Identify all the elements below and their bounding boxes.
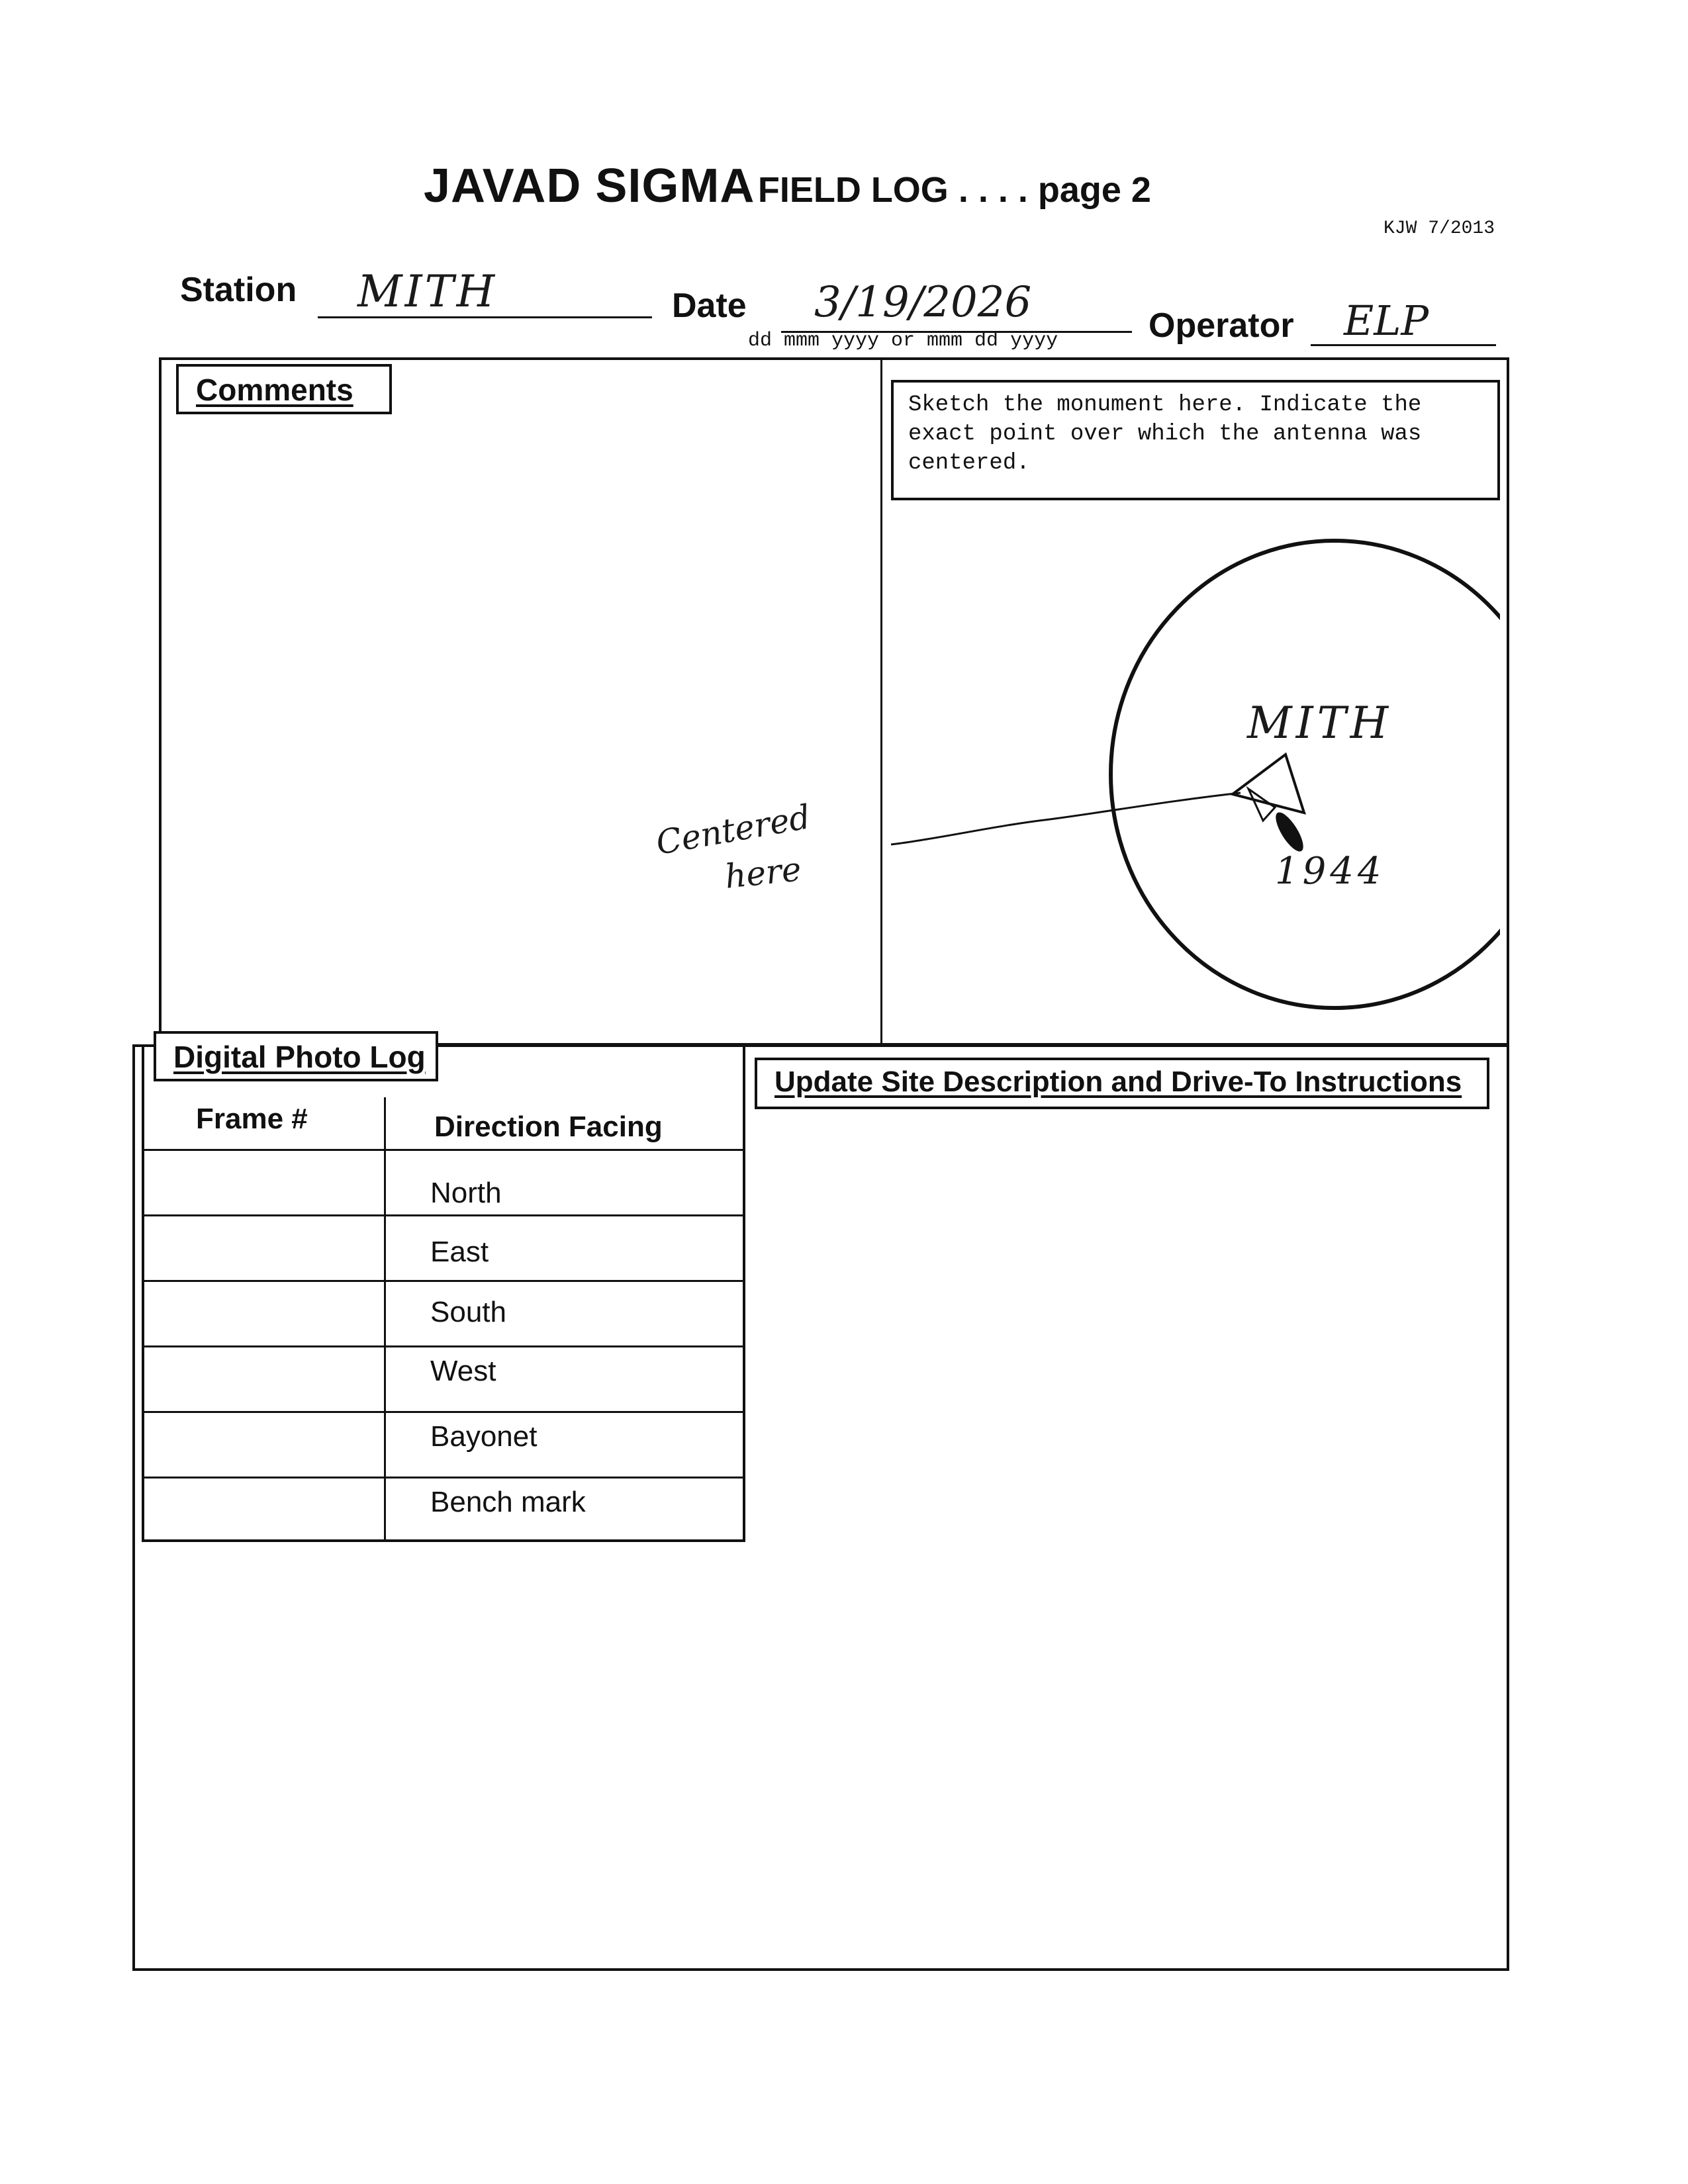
station-label: Station	[180, 271, 297, 309]
form-code: KJW 7/2013	[1383, 218, 1495, 239]
photo-log-rows	[142, 1149, 745, 1542]
date-value[interactable]: 3/19/2026	[814, 278, 1032, 327]
frame-cell[interactable]	[142, 1280, 384, 1345]
page-title	[424, 159, 1151, 213]
update-description-area[interactable]	[761, 1125, 1489, 1946]
centered-annotation-line1: Centered	[653, 797, 814, 862]
direction-cell: South	[430, 1296, 506, 1328]
monument-year: 1944	[1275, 850, 1385, 893]
frame-cell[interactable]	[142, 1477, 384, 1542]
frame-cell[interactable]	[142, 1214, 384, 1280]
date-format-hint: dd mmm yyyy or mmm dd yyyy	[748, 330, 1058, 352]
monument-label: MITH	[1247, 698, 1393, 749]
col-frame-header: Frame #	[196, 1103, 308, 1135]
photo-log-heading-text: Digital Photo Log	[173, 1040, 426, 1074]
comments-heading	[176, 364, 392, 414]
center-pointer-line	[891, 793, 1241, 848]
title-rest: FIELD LOG . . . . page 2	[757, 170, 1151, 210]
direction-cell: West	[430, 1355, 496, 1387]
table-row	[142, 1345, 745, 1411]
date-label: Date	[672, 287, 747, 325]
update-heading-text: Update Site Description and Drive-To Instructions	[774, 1066, 1462, 1098]
frame-cell[interactable]	[142, 1411, 384, 1477]
update-heading	[755, 1058, 1489, 1109]
table-row	[142, 1477, 745, 1542]
operator-label: Operator	[1149, 306, 1294, 345]
table-row	[142, 1280, 745, 1345]
sketch-instructions: Sketch the monument here. Indicate the exact point over which the antenna was centered.	[908, 392, 1422, 476]
comments-sketch-divider	[880, 357, 882, 1046]
direction-cell: North	[430, 1177, 502, 1209]
table-row	[142, 1149, 745, 1214]
operator-value[interactable]: ELP	[1344, 296, 1429, 345]
direction-cell: Bayonet	[430, 1420, 538, 1453]
table-row	[142, 1214, 745, 1280]
col-direction-header: Direction Facing	[434, 1111, 663, 1143]
direction-cell: East	[430, 1236, 489, 1268]
station-value[interactable]: MITH	[357, 266, 498, 317]
comments-heading-text: Comments	[196, 373, 353, 407]
table-row	[142, 1411, 745, 1477]
direction-cell: Bench mark	[430, 1486, 586, 1518]
comments-area[interactable]	[179, 430, 867, 1026]
sketch-area[interactable]	[891, 510, 1500, 1039]
frame-cell[interactable]	[142, 1149, 384, 1214]
title-main: JAVAD SIGMA	[424, 159, 755, 212]
center-point-mark	[1271, 809, 1308, 855]
monument-sketch	[891, 510, 1500, 1039]
frame-cell[interactable]	[142, 1345, 384, 1411]
centered-annotation-line2: here	[723, 850, 804, 896]
monument-disk-outline	[1111, 541, 1500, 1008]
